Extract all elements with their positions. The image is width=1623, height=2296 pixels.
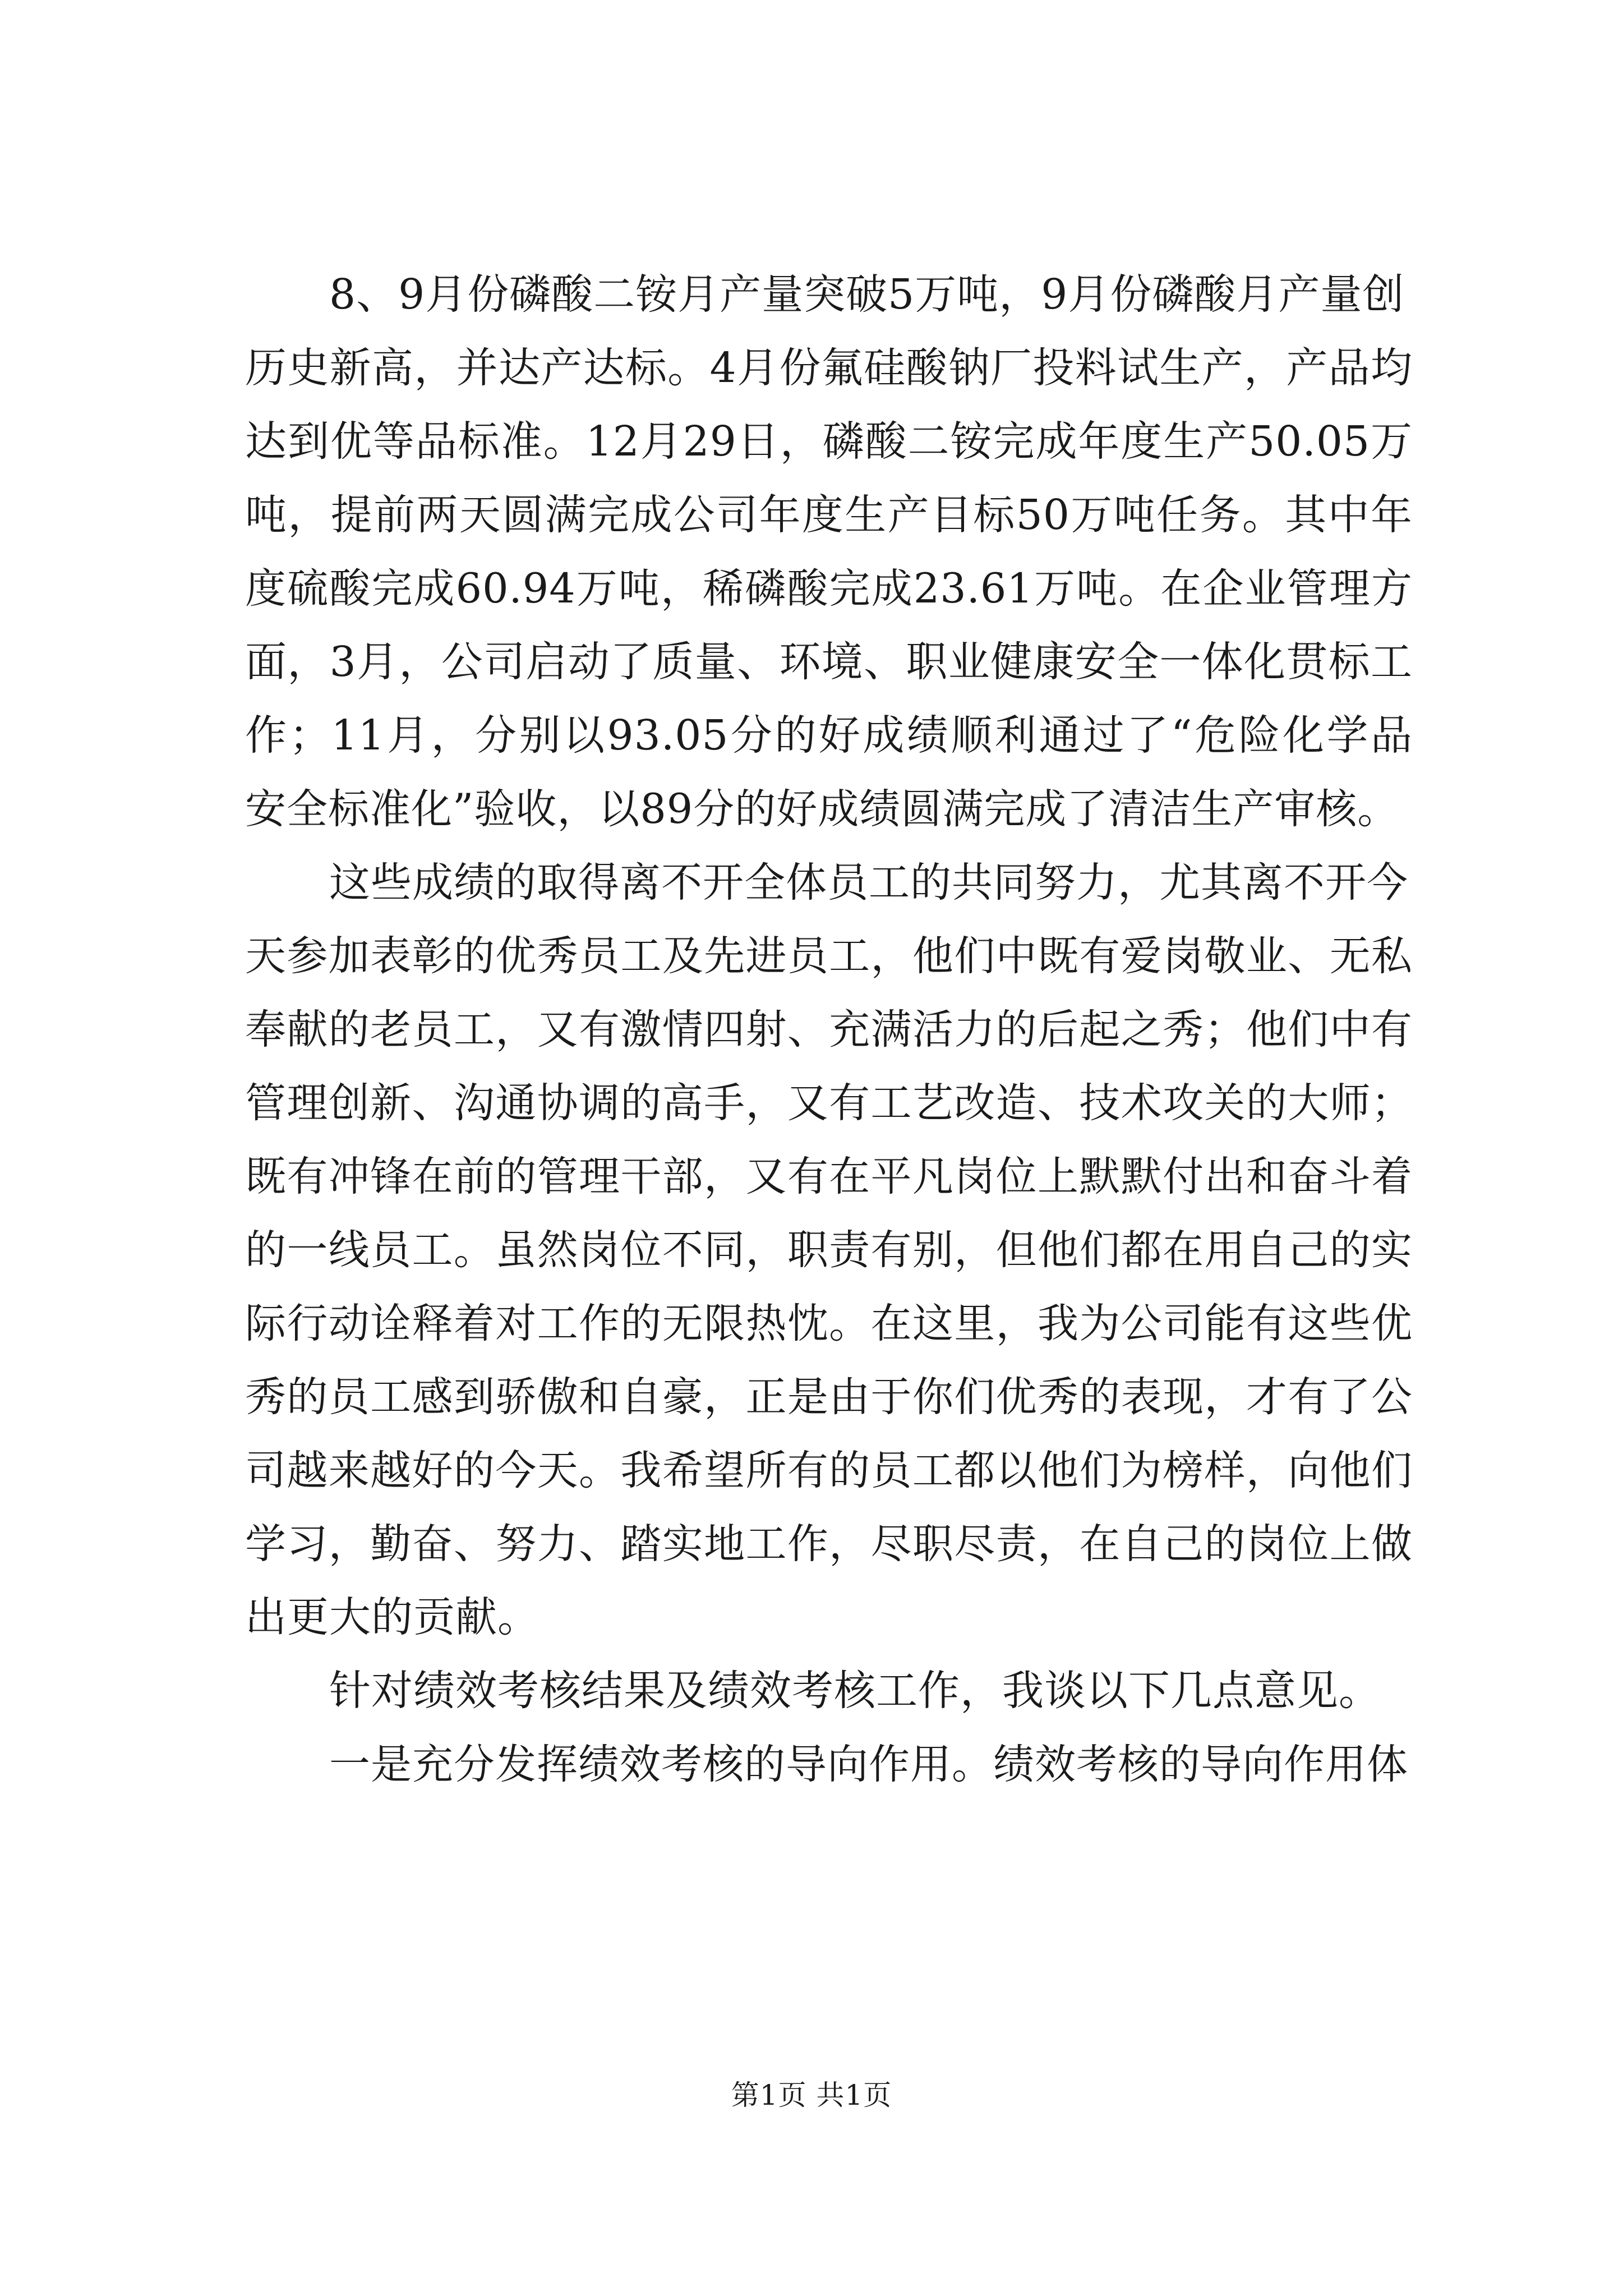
text-line: 针对绩效考核结果及绩效考核工作，我谈以下几点意见。 <box>329 1667 1381 1715</box>
text-line: 一是充分发挥绩效考核的导向作用。绩效考核的导向作用体 <box>329 1741 1408 1788</box>
text-line: 历史新高，并达产达标。4月份氟硅酸钠厂投料试生产，产品均 <box>245 344 1413 392</box>
page-footer: 第1页 共1页 <box>731 2079 892 2111</box>
text-line: 吨，提前两天圆满完成公司年度生产目标50万吨任务。其中年 <box>245 491 1413 539</box>
text-line: 8、9月份磷酸二铵月产量突破5万吨，9月份磷酸月产量创 <box>329 270 1405 319</box>
text-line: 管理创新、沟通协调的高手，又有工艺改造、技术攻关的大师； <box>245 1079 1413 1127</box>
text-line: 奉献的老员工，又有激情四射、充满活力的后起之秀；他们中有 <box>245 1006 1413 1053</box>
text-line: 秀的员工感到骄傲和自豪，正是由于你们优秀的表现，才有了公 <box>245 1373 1413 1421</box>
text-line: 天参加表彰的优秀员工及先进员工，他们中既有爱岗敬业、无私 <box>245 932 1413 980</box>
text-line: 这些成绩的取得离不开全体员工的共同努力，尤其离不开今 <box>329 859 1408 907</box>
text-line: 既有冲锋在前的管理干部，又有在平凡岗位上默默付出和奋斗着 <box>245 1153 1413 1200</box>
text-line: 面，3月，公司启动了质量、环境、职业健康安全一体化贯标工 <box>245 638 1413 686</box>
text-line: 作；11月，分别以93.05分的好成绩顺利通过了“危险化学品 <box>245 711 1413 760</box>
document-body <box>245 258 1413 1801</box>
text-line: 的一线员工。虽然岗位不同，职责有别，但他们都在用自己的实 <box>245 1226 1413 1274</box>
text-line: 际行动诠释着对工作的无限热忱。在这里，我为公司能有这些优 <box>245 1300 1413 1347</box>
text-line: 学习，勤奋、努力、踏实地工作，尽职尽责，在自己的岗位上做 <box>245 1520 1413 1568</box>
text-line: 达到优等品标准。12月29日，磷酸二铵完成年度生产50.05万 <box>245 417 1413 466</box>
text-line: 度硫酸完成60.94万吨，稀磷酸完成23.61万吨。在企业管理方 <box>245 565 1413 613</box>
text-line: 安全标准化”验收，以89分的好成绩圆满完成了清洁生产审核。 <box>245 785 1399 833</box>
text-line: 出更大的贡献。 <box>245 1593 540 1641</box>
text-line: 司越来越好的今天。我希望所有的员工都以他们为榜样，向他们 <box>245 1447 1413 1494</box>
